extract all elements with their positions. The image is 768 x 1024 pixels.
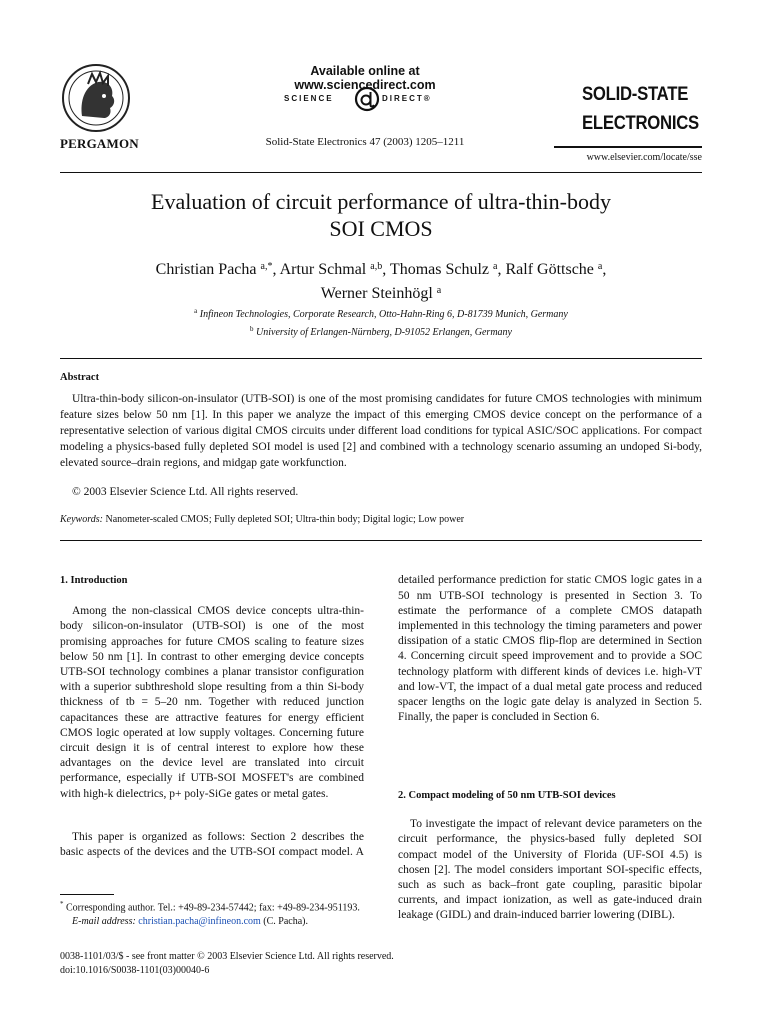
author-line-2 <box>60 280 702 304</box>
right-column-section-2 <box>398 788 702 924</box>
footer-meta <box>60 950 394 977</box>
email-suffix: (C. Pacha). <box>263 916 309 928</box>
keywords <box>60 514 464 525</box>
journal-title <box>582 80 699 138</box>
title-line-2: SOI CMOS <box>329 216 433 241</box>
available-online-text: Available online at www.sciencedirect.com <box>294 64 436 92</box>
corresponding-author-note <box>60 897 364 915</box>
author-separator: , <box>382 261 390 278</box>
journal-title-rule <box>554 146 702 148</box>
doi-line[interactable]: doi:10.1016/S0038-1101(03)00040-6 <box>60 964 210 976</box>
affiliation-text: Infineon Technologies, Corporate Research, Otto-Hahn-Ring 6, D-81739 Munich, Germany <box>199 309 568 320</box>
journal-title-line2: ELECTRONICS <box>582 113 699 134</box>
sd-direct-text: DIRECT® <box>382 94 432 103</box>
author-name: Ralf Göttsche <box>505 261 594 278</box>
left-column <box>60 573 364 802</box>
affiliation-mark: b <box>250 325 254 333</box>
section-heading-compact-modeling: 2. Compact modeling of 50 nm UTB-SOI devices <box>398 790 616 801</box>
journal-title-line1: SOLID-STATE <box>582 84 689 105</box>
journal-citation: Solid-State Electronics 47 (2003) 1205–1211 <box>265 136 465 148</box>
affiliation-a <box>60 304 702 322</box>
header-divider <box>60 172 702 173</box>
pergamon-logo-icon <box>52 62 140 134</box>
abstract-copyright: © 2003 Elsevier Science Ltd. All rights reserved. <box>72 486 299 498</box>
footnote <box>60 897 364 929</box>
paper-title <box>60 188 702 242</box>
author-affil-mark[interactable]: a,* <box>260 261 273 272</box>
title-line-1: Evaluation of circuit performance of ultra-thin-body <box>151 189 611 214</box>
section2-paragraph-1: To investigate the impact of relevant device parameters on the circuit performance, the physics-based fully depleted SOI compact model of the University of Florida (UF-SOI 4.5) is chosen [2]. The model considers important SOI-specific effects, such as such as back–front gate coupling, parasitic bipolar currents, and impact ionization, as well as gate-induced drain leakage (GIDL) and drain-induced barrier lowering (DIBL). <box>398 818 702 922</box>
footnote-text: Corresponding author. Tel.: +49-89-234-57442; fax: +49-89-234-951193. <box>66 902 360 914</box>
abstract-bottom-rule <box>60 540 702 541</box>
author-affil-mark[interactable]: a <box>597 261 603 272</box>
issn-line: 0038-1101/03/$ - see front matter © 2003 Elsevier Science Ltd. All rights reserved. <box>60 951 394 962</box>
author-name: Christian Pacha <box>155 261 257 278</box>
sciencedirect-logo <box>284 86 454 114</box>
affiliation-mark: a <box>194 307 198 315</box>
sciencedirect-at-icon <box>354 86 380 112</box>
author-name: Thomas Schulz <box>389 261 490 278</box>
intro-paragraph-2: This paper is organized as follows: Section 2 describes the basic aspects of the devices and the UTB-SOI compact model. A <box>60 831 364 859</box>
author-separator: , <box>602 261 607 278</box>
affiliations <box>60 304 702 340</box>
author-separator: , <box>272 261 280 278</box>
email-line <box>60 915 364 929</box>
abstract-top-rule <box>60 358 702 359</box>
affiliation-text: University of Erlangen-Nürnberg, D-91052 Erlangen, Germany <box>256 327 512 338</box>
abstract-heading: Abstract <box>60 372 100 383</box>
publisher-name: PERGAMON <box>60 136 139 151</box>
author-name: Artur Schmal <box>279 261 367 278</box>
keywords-label: Keywords: <box>60 514 103 525</box>
author-affil-mark[interactable]: a <box>493 261 498 272</box>
footnote-mark: * <box>60 900 64 908</box>
journal-url[interactable]: www.elsevier.com/locate/sse <box>586 152 702 163</box>
affiliation-b <box>60 322 702 340</box>
right-column-continuation <box>398 573 702 749</box>
email-label: E-mail address: <box>72 916 136 928</box>
author-list <box>60 256 702 304</box>
author-name: Werner Steinhögl <box>320 285 433 302</box>
author-separator: , <box>497 261 506 278</box>
abstract-body: Ultra-thin-body silicon-on-insulator (UTB-SOI) is one of the most promising candidates for future CMOS technologies with minimum feature sizes below 50 nm [1]. In this paper we analyze the impact of this emerging CMOS device concept on the performance of a representative selection of various digital CMOS circuits under different load conditions for typical ASIC/SOC applications. For compact modeling a physics-based fully depleted SOI model is used [2] and combined with a technology scenario assuming an undoped Si-body, elevated source–drain regions, and midgap gate workfunction. <box>60 393 702 469</box>
author-line-1 <box>60 256 702 280</box>
author-affil-mark[interactable]: a <box>436 285 442 296</box>
email-link[interactable]: christian.pacha@infineon.com <box>138 916 261 928</box>
intro-paragraph-1: Among the non-classical CMOS device concepts ultra-thin-body silicon-on-insulator (UTB-SOI) is one of the most promising approaches for future CMOS scaling to feature sizes below 50 nm [1]. In contrast to other emerging device concepts UTB-SOI technology combines a planar transistor configuration with a superior subthreshold slope resulting from a thin Si-body thickness of tb = 5–20 nm. Together with reduced junction capacitances these are attractive features for energy efficient CMOS logic operated at low supply voltages. Concerning future circuit design it is of central interest to explore how these advantages on the device level are translated into circuit performance, especially if UTB-SOI MOSFET's are combined with high-k dielectrics, p+ poly-SiGe gates or metal gates. <box>60 605 364 800</box>
intro-paragraph-2-continued: detailed performance prediction for static CMOS logic gates in a 50 nm UTB-SOI technology is presented in Section 3. To estimate the performance of a complete CMOS datapath implemented in this technology the timing parameters and power dissipation of a static CMOS flip-flop are determined in Section 4. Concerning circuit speed improvement and to provide a SOC technology platform with different kinds of devices i.e. high-VT and low-VT, the impact of a dual metal gate process and reduced spacer lengths on the logic gate delay is analyzed in Section 5. Finally, the paper is concluded in Section 6. <box>398 574 702 724</box>
sd-science-text: SCIENCE <box>284 94 334 103</box>
section-heading-introduction: 1. Introduction <box>60 575 128 586</box>
author-affil-mark[interactable]: a,b <box>370 261 383 272</box>
footnote-rule <box>60 894 114 895</box>
intro-paragraph-2-part <box>60 830 364 860</box>
keywords-text: Nanometer-scaled CMOS; Fully depleted SOI; Ultra-thin body; Digital logic; Low power <box>105 514 465 525</box>
